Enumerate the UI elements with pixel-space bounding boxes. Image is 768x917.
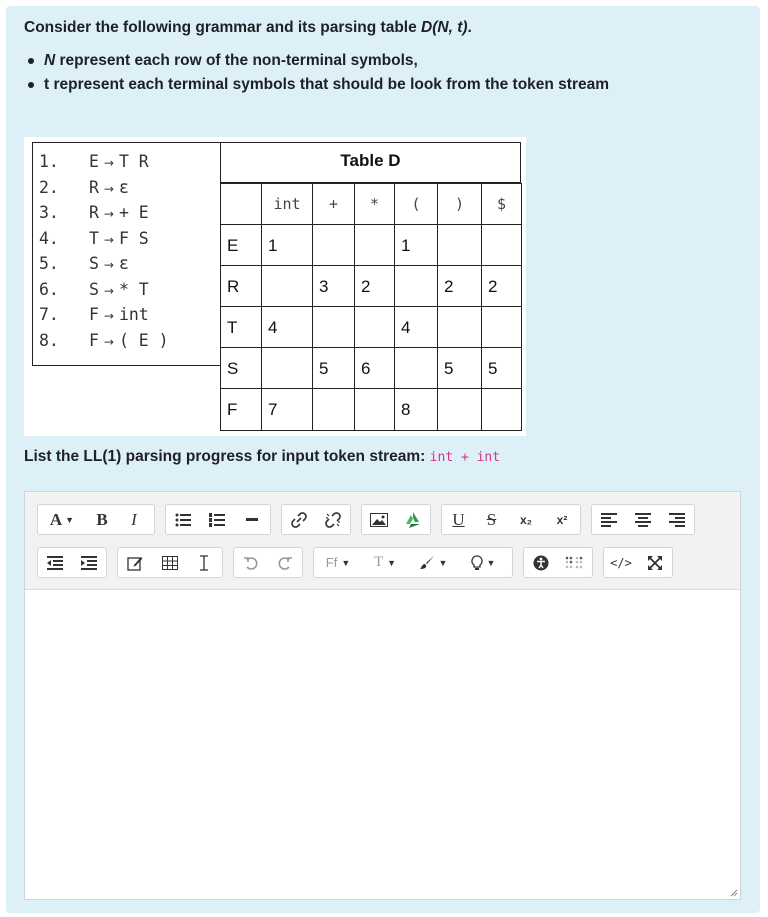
arrow-icon: → (103, 232, 114, 247)
paintbrush-icon (419, 555, 435, 571)
table-row-header: S (220, 347, 262, 389)
table-column-header: ( (394, 183, 438, 225)
parsing-table (220, 142, 521, 430)
table-row-header: T (220, 306, 262, 348)
rule-lhs: F (89, 305, 99, 324)
table-cell: 4 (394, 306, 438, 348)
align-center-button[interactable] (626, 505, 660, 534)
table-icon (162, 556, 178, 570)
table-cell (354, 224, 395, 266)
insert-group (117, 547, 223, 578)
numbered-list-icon (209, 513, 225, 527)
table-cell (394, 347, 438, 389)
question-intro: Consider the following grammar and its parsing table D(N, t). (24, 19, 472, 36)
editor-toolbar (25, 492, 740, 590)
table-column-header: int (261, 183, 313, 225)
table-cell (437, 388, 482, 431)
grammar-rule (39, 175, 129, 200)
unlink-icon (325, 512, 341, 528)
horizontal-rule-button[interactable] (234, 505, 270, 534)
table-cell (312, 224, 355, 266)
table-button[interactable] (152, 548, 186, 577)
rule-lhs: S (89, 254, 99, 273)
table-column-header: * (354, 183, 395, 225)
accessibility-checker-button[interactable] (524, 548, 558, 577)
media-button[interactable] (396, 505, 430, 534)
undo-icon (243, 555, 259, 571)
media-group (361, 504, 431, 535)
rule-number: 1. (39, 152, 59, 171)
rule-number: 8. (39, 330, 59, 350)
font-family-button[interactable]: Ff ▼ (325, 555, 351, 570)
superscript-button[interactable]: x² (556, 512, 568, 527)
undo-button[interactable] (234, 548, 268, 577)
grammar-rules (32, 142, 222, 366)
table-column-header: + (312, 183, 355, 225)
clear-format-button[interactable] (187, 548, 222, 577)
table-cell: 7 (261, 388, 313, 431)
accessibility-group (523, 547, 593, 578)
format-group (37, 504, 155, 535)
table-cell (261, 347, 313, 389)
recycle-media-icon (403, 511, 423, 529)
table-cell (312, 388, 355, 431)
font-size-button[interactable]: T ▼ (373, 554, 397, 570)
table-caption: Table D (340, 151, 401, 170)
fullscreen-icon (648, 556, 662, 570)
grammar-rule (39, 226, 149, 251)
rule-rhs: int (118, 305, 149, 324)
rule-lhs: S (89, 279, 99, 299)
definition-item: t represent each terminal symbols that should be look from the token stream (24, 74, 609, 98)
rule-rhs: * T (118, 279, 149, 299)
fullscreen-button[interactable] (638, 548, 672, 577)
table-cell: 5 (481, 347, 522, 389)
definition-list (24, 50, 609, 98)
grammar-rule (39, 149, 149, 174)
rule-lhs: E (89, 152, 99, 171)
table-cell: 6 (354, 347, 395, 389)
align-left-icon (601, 513, 617, 527)
align-left-button[interactable] (592, 505, 626, 534)
braille-button[interactable] (558, 548, 592, 577)
table-corner (220, 183, 262, 225)
redo-icon (277, 555, 293, 571)
align-center-icon (635, 513, 651, 527)
rule-number: 5. (39, 254, 59, 273)
rule-lhs: R (89, 203, 99, 222)
rule-lhs: T (89, 228, 99, 248)
rule-rhs: T R (118, 152, 149, 171)
strikethrough-button[interactable]: S (486, 509, 497, 529)
html-source-button[interactable]: </> (610, 555, 632, 570)
table-column-header: ) (437, 183, 482, 225)
table-cell: 2 (437, 265, 482, 307)
rule-number: 4. (39, 228, 59, 248)
answer-textarea[interactable] (25, 590, 740, 899)
rule-lhs: F (89, 330, 99, 350)
align-right-icon (669, 513, 685, 527)
chevron-down-icon: ▼ (486, 557, 496, 568)
rule-number: 3. (39, 203, 59, 222)
rule-rhs: ε (118, 177, 129, 197)
table-row-header: F (220, 388, 262, 431)
rule-rhs: + E (118, 203, 149, 222)
lightbulb-icon (471, 555, 483, 571)
rule-number: 6. (39, 279, 59, 299)
chevron-down-icon: ▼ (438, 557, 448, 568)
rule-rhs: F S (118, 228, 149, 248)
paragraph-style-button[interactable]: A ▼ (49, 509, 75, 529)
table-cell (481, 224, 522, 266)
table-cell: 4 (261, 306, 313, 348)
pencil-square-icon (127, 555, 143, 571)
chevron-down-icon: ▼ (65, 514, 75, 525)
rule-rhs: ε (118, 254, 129, 273)
token-stream: int + int (429, 450, 501, 465)
arrow-icon: → (103, 181, 114, 196)
accessibility-icon (533, 555, 549, 571)
table-cell (312, 306, 355, 348)
table-cell (394, 265, 438, 307)
table-cell (437, 306, 482, 348)
table-ref: D(N, t) (421, 19, 468, 36)
link-button[interactable] (282, 505, 316, 534)
answer-editor (24, 491, 741, 900)
arrow-icon: → (103, 309, 114, 323)
table-cell: 1 (394, 224, 438, 266)
definition-item: N represent each row of the non-terminal symbols, (24, 50, 609, 74)
rule-lhs: R (89, 177, 99, 197)
bold-button[interactable]: B (96, 509, 108, 529)
grammar-rule (39, 328, 169, 353)
font-color-button[interactable] (408, 548, 458, 577)
table-column-header: $ (481, 183, 522, 225)
link-group (281, 504, 351, 535)
arrow-icon: → (103, 156, 114, 170)
indent-button[interactable] (72, 548, 106, 577)
unlink-button[interactable] (316, 505, 350, 534)
numbered-list-button[interactable] (200, 505, 234, 534)
braille-icon (565, 556, 585, 570)
bullet-list-button[interactable] (166, 505, 200, 534)
grammar-rule (39, 200, 149, 225)
link-icon (291, 512, 307, 528)
outdent-button[interactable] (38, 548, 72, 577)
table-cell: 5 (312, 347, 355, 389)
font-group (313, 547, 513, 578)
image-button[interactable] (362, 505, 396, 534)
table-cell (481, 306, 522, 348)
align-group (591, 504, 695, 535)
grammar-figure (24, 137, 526, 436)
outdent-icon (47, 556, 63, 570)
table-cell: 3 (312, 265, 355, 307)
table-cell: 1 (261, 224, 313, 266)
edit-button[interactable] (118, 548, 152, 577)
arrow-icon: → (103, 334, 114, 349)
resize-grip-icon[interactable] (728, 887, 738, 897)
italic-button[interactable]: I (131, 509, 137, 529)
subscript-button[interactable]: x₂ (519, 512, 532, 527)
table-row-header: E (220, 224, 262, 266)
arrow-icon: → (103, 283, 114, 298)
script-group (441, 504, 581, 535)
table-cell (354, 306, 395, 348)
rule-number: 2. (39, 177, 59, 197)
history-group (233, 547, 303, 578)
horizontal-rule-icon (246, 518, 258, 522)
table-cell: 2 (354, 265, 395, 307)
arrow-icon: → (103, 207, 114, 221)
rule-rhs: ( E ) (118, 330, 169, 350)
highlight-button[interactable] (458, 548, 508, 577)
table-cell (481, 388, 522, 431)
table-cell (354, 388, 395, 431)
table-cell (437, 224, 482, 266)
table-cell: 8 (394, 388, 438, 431)
arrow-icon: → (103, 258, 114, 272)
align-right-button[interactable] (660, 505, 694, 534)
table-row-header: R (220, 265, 262, 307)
indent-icon (81, 556, 97, 570)
view-group (603, 547, 673, 578)
chevron-down-icon: ▼ (341, 557, 351, 568)
bullet-list-icon (175, 513, 191, 527)
table-cell (261, 265, 313, 307)
table-cell: 2 (481, 265, 522, 307)
chevron-down-icon: ▼ (387, 557, 397, 568)
image-icon (370, 513, 388, 527)
table-cell: 5 (437, 347, 482, 389)
underline-button[interactable]: U (452, 509, 465, 529)
grammar-rule (39, 277, 149, 302)
indent-group (37, 547, 107, 578)
redo-button[interactable] (268, 548, 302, 577)
list-group (165, 504, 271, 535)
text-cursor-icon (199, 555, 209, 571)
grammar-rule (39, 251, 129, 276)
rule-number: 7. (39, 305, 59, 324)
grammar-rule (39, 302, 149, 327)
list-prompt: List the LL(1) parsing progress for input token stream: int + int (24, 448, 501, 465)
